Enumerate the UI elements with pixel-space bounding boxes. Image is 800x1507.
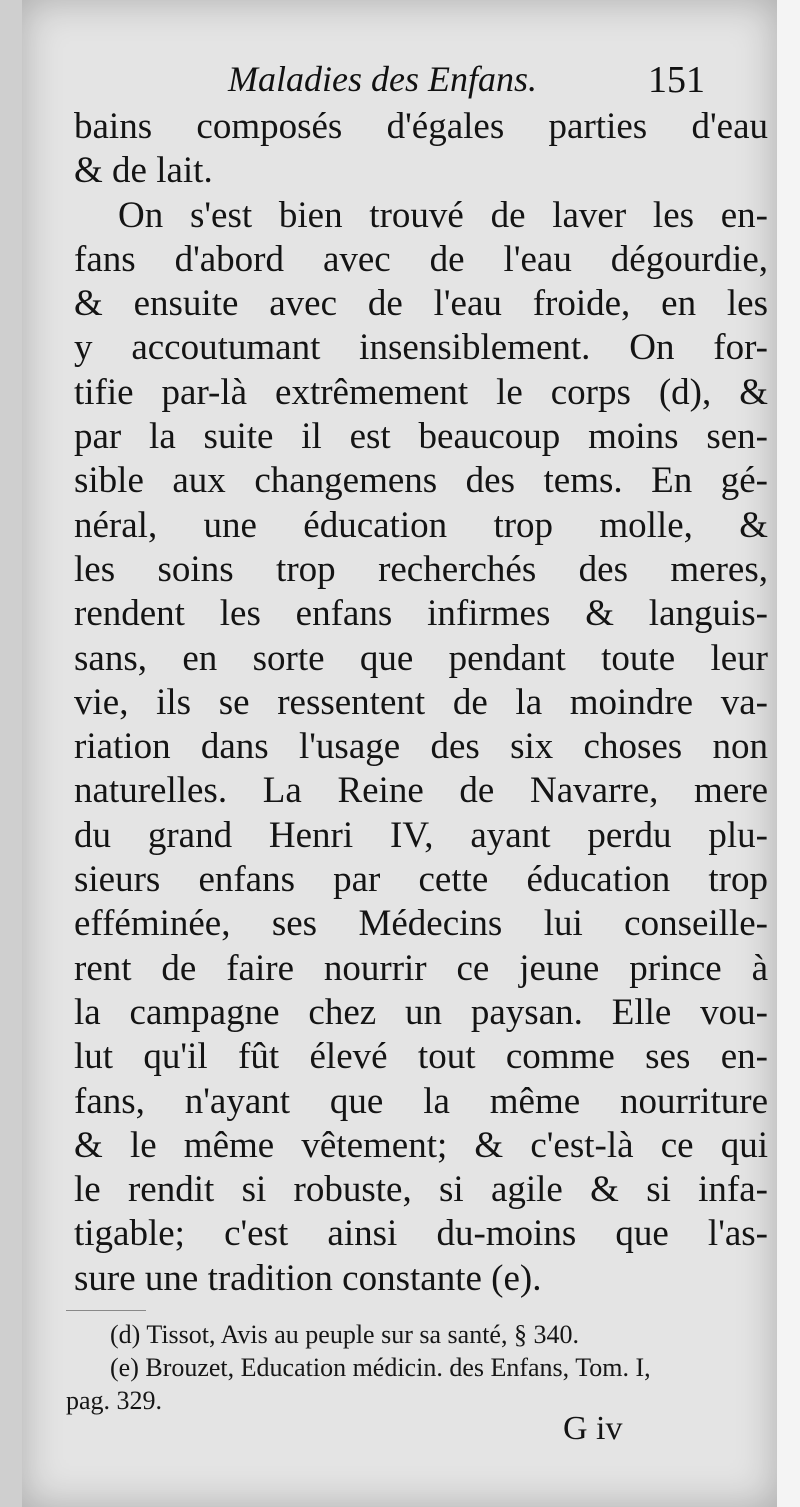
text-line: lut qu'il fût élevé tout comme ses en- [74, 1036, 768, 1078]
text-line: sans, en sorte que pendant toute leur [74, 637, 768, 679]
signature-mark: G iv [563, 1410, 623, 1447]
text-line: naturelles. La Reine de Navarre, mere [74, 770, 768, 812]
page-edge [777, 0, 800, 1507]
text-line: rendent les enfans infirmes & languis- [74, 593, 768, 635]
text-line: tigable; c'est ainsi du-moins que l'as- [74, 1213, 768, 1255]
text-line: & le même vêtement; & c'est-là ce qui [74, 1124, 768, 1166]
text-line: la campagne chez un paysan. Elle vou- [74, 991, 768, 1033]
text-line: rent de faire nourrir ce jeune prince à [74, 947, 768, 989]
text-line: néral, une éducation trop molle, & [74, 504, 768, 546]
footnote-continuation: pag. 329. [66, 1386, 163, 1415]
text-line: tifie par-là extrêmement le corps (d), & [74, 371, 768, 413]
text-line: & ensuite avec de l'eau froide, en les [74, 283, 768, 325]
text-line: du grand Henri IV, ayant perdu plu- [74, 814, 768, 856]
body-text [74, 105, 768, 1301]
footnotes [66, 1318, 766, 1417]
text-line: sieurs enfans par cette éducation trop [74, 859, 768, 901]
running-head [0, 58, 800, 108]
footnote: (e) Brouzet, Education médicin. des Enfans, Tom. I, [110, 1353, 651, 1382]
footnote-rule [66, 1310, 146, 1311]
text-line: fans d'abord avec de l'eau dégourdie, [74, 238, 768, 280]
running-head-title: Maladies des Enfans. [228, 59, 537, 99]
footnote: (d) Tissot, Avis au peuple sur sa santé, § 340. [110, 1320, 579, 1349]
text-line: fans, n'ayant que la même nourriture [74, 1080, 768, 1122]
text-line: le rendit si robuste, si agile & si infa- [74, 1169, 768, 1211]
text-line: sible aux changemens des tems. En gé- [74, 460, 768, 502]
text-line: efféminée, ses Médecins lui conseille- [74, 903, 768, 945]
text-line: & de lait. [74, 150, 213, 192]
text-line: par la suite il est beaucoup moins sen- [74, 416, 768, 458]
text-line: bains composés d'égales parties d'eau [74, 106, 768, 147]
page-number: 151 [648, 59, 705, 101]
text-line: riation dans l'usage des six choses non [74, 726, 768, 768]
text-line: sure une tradition constante (e). [74, 1257, 542, 1299]
text-line: vie, ils se ressentent de la moindre va- [74, 681, 768, 723]
text-line: On s'est bien trouvé de laver les en- [118, 194, 768, 236]
text-line: y accoutumant insensiblement. On for- [74, 327, 768, 369]
text-line: les soins trop recherchés des meres, [74, 548, 768, 590]
